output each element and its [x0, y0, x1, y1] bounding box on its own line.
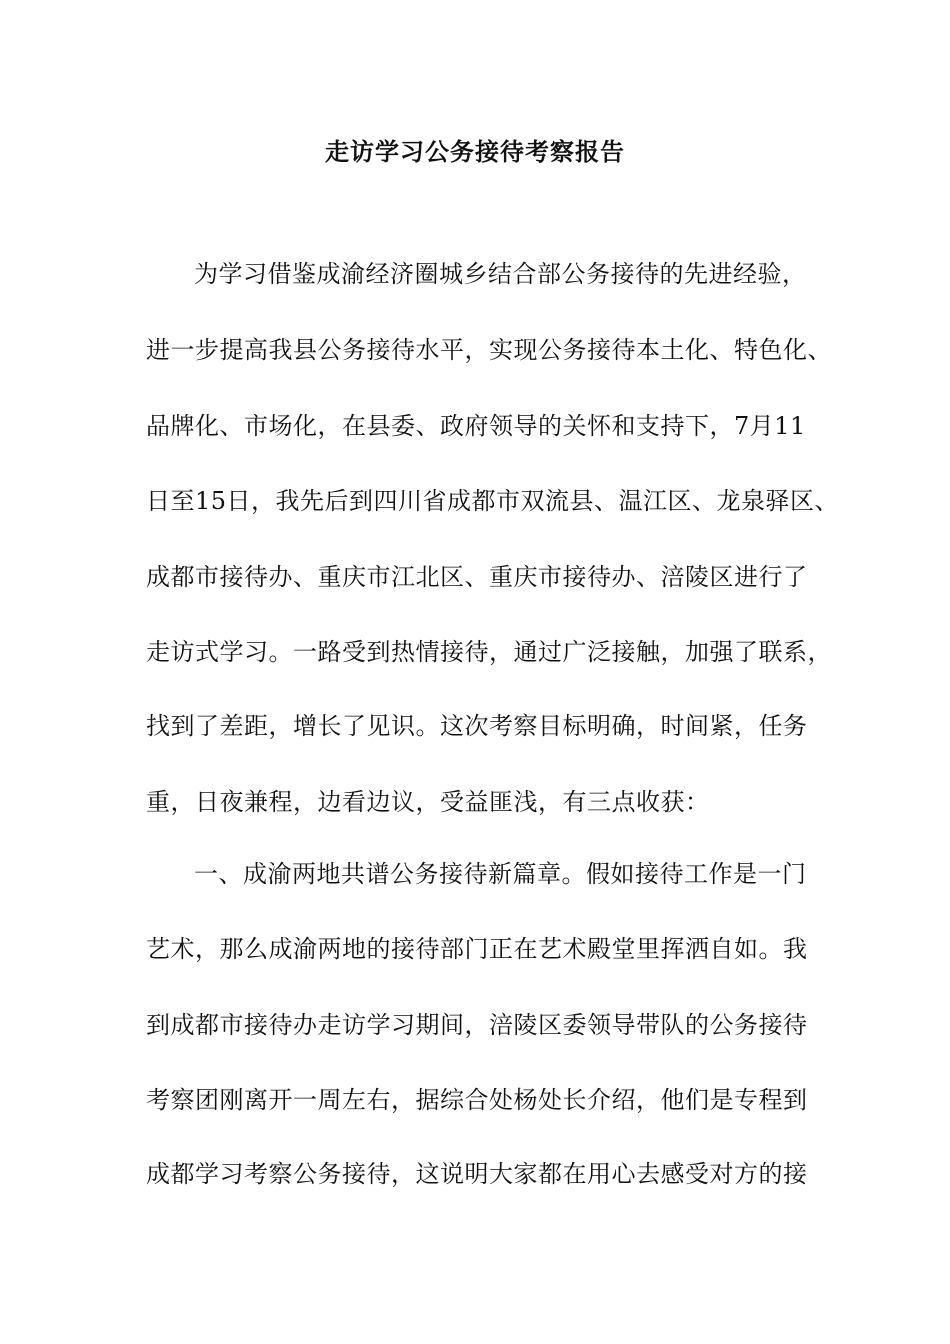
paragraph-line: 艺术，那么成渝两地的接待部门正在艺术殿堂里挥洒自如。我 [146, 935, 808, 963]
document-title: 走访学习公务接待考察报告 [325, 137, 625, 166]
paragraph-line: 为学习借鉴成渝经济圈城乡结合部公务接待的先进经验， [194, 260, 807, 288]
paragraph-line: 成都市接待办、重庆市江北区、重庆市接待办、涪陵区进行了 [146, 563, 808, 591]
paragraph-line: 品牌化、市场化，在县委、政府领导的关怀和支持下，7月11 [146, 412, 806, 440]
paragraph-line: 进一步提高我县公务接待水平，实现公务接待本土化、特色化、 [146, 336, 832, 364]
paragraph-line: 走访式学习。一路受到热情接待，通过广泛接触，加强了联系， [146, 638, 832, 666]
paragraph-line: 考察团刚离开一周左右，据综合处杨处长介绍，他们是专程到 [146, 1086, 808, 1114]
paragraph-line: 到成都市接待办走访学习期间，涪陵区委领导带队的公务接待 [146, 1011, 808, 1039]
paragraph-line: 日至15日，我先后到四川省成都市双流县、温江区、龙泉驿区、 [146, 487, 840, 515]
paragraph-line: 找到了差距，增长了见识。这次考察目标明确，时间紧，任务 [146, 712, 808, 740]
paragraph-line: 重，日夜兼程，边看边议，受益匪浅，有三点收获： [146, 788, 710, 816]
paragraph-line: 成都学习考察公务接待，这说明大家都在用心去感受对方的接 [146, 1160, 808, 1188]
paragraph-line: 一、成渝两地共谱公务接待新篇章。假如接待工作是一门 [194, 860, 807, 888]
